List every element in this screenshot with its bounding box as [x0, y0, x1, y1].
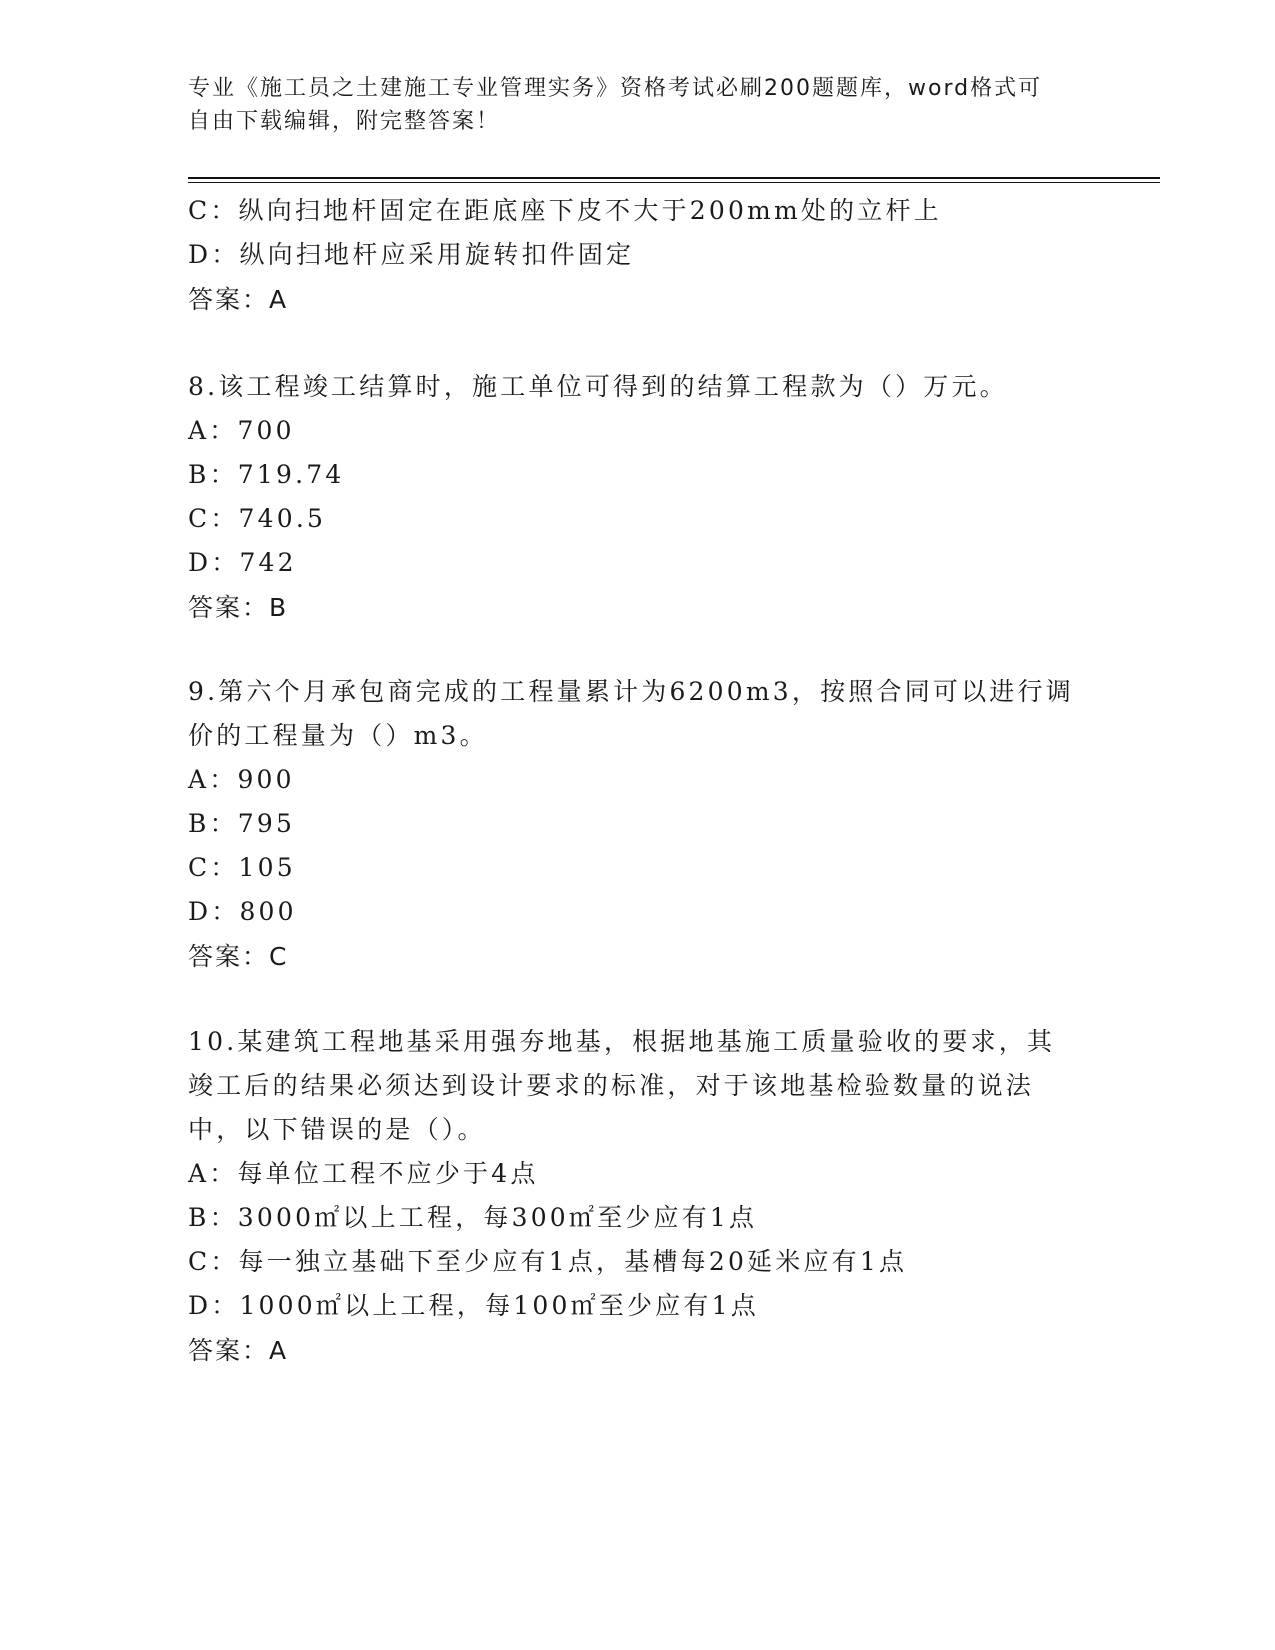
answer: 答案：A [188, 285, 289, 314]
answer: 答案：C [188, 942, 289, 971]
question-9-text-line-1: 9.第六个月承包商完成的工程量累计为6200m3，按照合同可以进行调 [188, 677, 1074, 706]
header-divider-thin [188, 182, 1160, 183]
answer: 答案：A [188, 1336, 289, 1365]
document-header [188, 72, 1088, 138]
header-line-2: 自由下载编辑，附完整答案！ [188, 109, 501, 134]
header-line-1: 专业《施工员之土建施工专业管理实务》资格考试必刷200题题库，word格式可 [188, 76, 1043, 101]
option-d: D：800 [188, 897, 297, 926]
question-10-text-line-3: 中，以下错误的是（）。 [188, 1115, 486, 1144]
option-b: B：3000㎡以上工程，每300㎡至少应有1点 [188, 1203, 758, 1232]
option-a: A：700 [188, 416, 295, 445]
question-10-text-line-1: 10.某建筑工程地基采用强夯地基，根据地基施工质量验收的要求，其 [188, 1027, 1056, 1056]
option-c: C：每一独立基础下至少应有1点，基槽每20延米应有1点 [188, 1247, 908, 1276]
option-a: A：每单位工程不应少于4点 [188, 1159, 539, 1188]
option-c: C：740.5 [188, 504, 327, 533]
option-c: C：纵向扫地杆固定在距底座下皮不大于200mm处的立杆上 [188, 196, 942, 225]
option-a: A：900 [188, 765, 295, 794]
option-d: D：1000㎡以上工程，每100㎡至少应有1点 [188, 1291, 759, 1320]
option-d: D：742 [188, 548, 297, 577]
option-b: B：719.74 [188, 460, 345, 489]
question-8-text: 8.该工程竣工结算时，施工单位可得到的结算工程款为（）万元。 [188, 372, 1008, 401]
option-b: B：795 [188, 809, 296, 838]
option-d: D：纵向扫地杆应采用旋转扣件固定 [188, 240, 635, 269]
header-divider-thick [188, 177, 1160, 179]
question-10-text-line-2: 竣工后的结果必须达到设计要求的标准，对于该地基检验数量的说法 [188, 1071, 1035, 1100]
option-c: C：105 [188, 853, 296, 882]
answer: 答案：B [188, 593, 289, 622]
question-9-text-line-2: 价的工程量为（）m3。 [188, 721, 488, 750]
